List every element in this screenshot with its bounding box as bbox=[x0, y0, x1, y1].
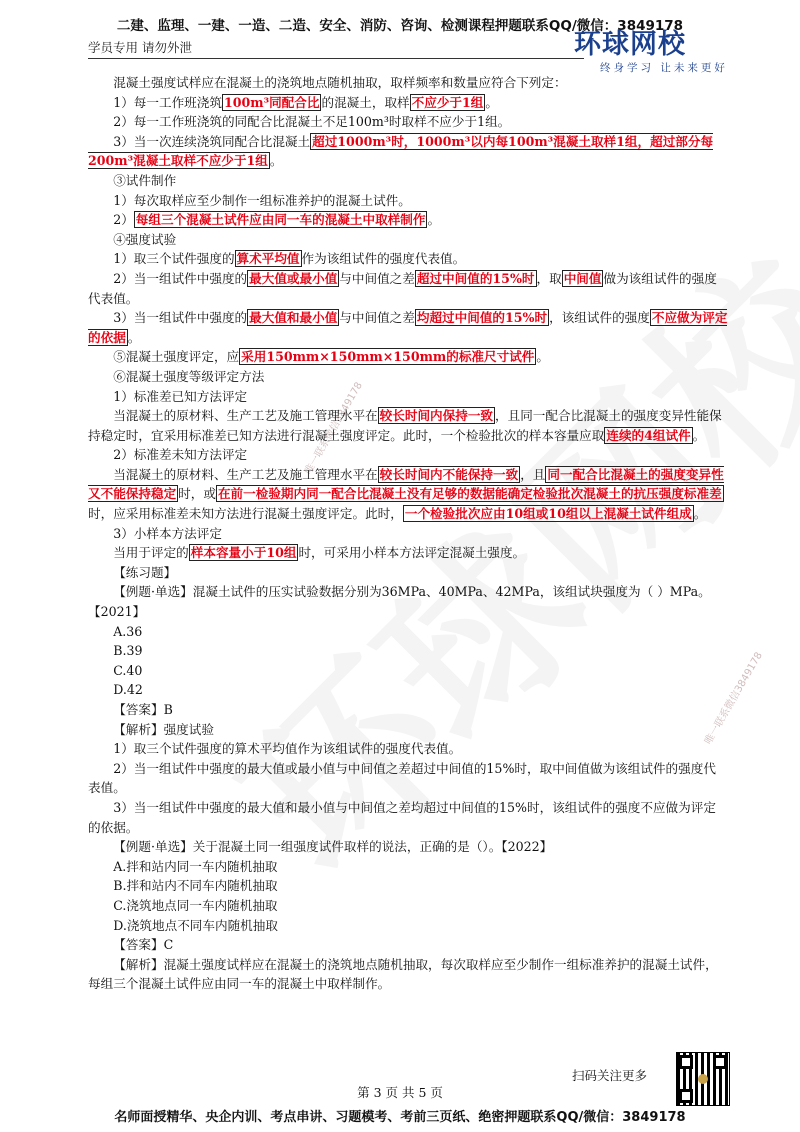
highlight: 在前一检验期内同一配合比混凝土没有足够的数据能确定检验批次混凝土的抗压强度标准差 bbox=[217, 486, 722, 502]
explanation: 【解析】混凝土强度试样应在混凝土的浇筑地点随机抽取，每次取样应至少制作一组标准养护的混凝土试件，每组三个混凝土试件应由同一车的混凝土中取样制作。 bbox=[88, 956, 718, 992]
paragraph: 2）当一组试件中强度的 最大值或最小值 与中间值之差 超过中间值的15%时 ，取 中间值 做为该组试件的强度代表值。 bbox=[88, 270, 717, 306]
highlight: 算术平均值 bbox=[236, 251, 300, 267]
paragraph: 当混凝土的原材料、生产工艺及施工管理水平在 较长时间内不能保持一致 ，且 同一配合比混凝土的强度变异性又不能保持稳定 时，或 在前一检验期内同一配合比混凝土没有足够的数据能确定检验批次混凝土的抗压强度标准差时，应采用标准差未知方法进行混凝土强度评定。此时， 一个检验批次应由10组或10组以上混凝土试件组成 。 bbox=[88, 466, 724, 522]
highlight: 中间值 bbox=[563, 270, 602, 286]
highlight: 超过中间值的15%时 bbox=[416, 270, 535, 286]
section-heading: ⑥混凝土强度等级评定方法 bbox=[113, 368, 265, 384]
section-heading: ③试件制作 bbox=[113, 172, 177, 188]
highlight: 每组三个混凝土试件应由同一车的混凝土中取样制作 bbox=[135, 212, 426, 228]
subheading: 1）标准差已知方法评定 bbox=[113, 388, 248, 404]
logo-slogan: 终身学习 让未来更好 bbox=[600, 62, 728, 74]
highlight: 不应做为评定的依据 bbox=[88, 310, 728, 345]
paragraph: 混凝土强度试样应在混凝土的浇筑地点随机抽取，取样频率和数量应符合下列定： bbox=[113, 75, 567, 90]
section-heading: ④强度试验 bbox=[113, 231, 177, 247]
header-note: 学员专用 请勿外泄 bbox=[88, 40, 192, 55]
highlight: 连续的4组试件 bbox=[606, 427, 691, 443]
highlight: 同一配合比混凝土的强度变异性又不能保持稳定 bbox=[88, 466, 724, 502]
option: A.拌和站内同一车内随机抽取 bbox=[113, 858, 278, 874]
highlight: 较长时间内保持一致 bbox=[379, 408, 493, 424]
paragraph: 3）当一组试件中强度的 最大值和最小值 与中间值之差 均超过中间值的15%时 ，该组试件的强度 不应做为评定的依据 。 bbox=[88, 310, 728, 345]
explanation: 1）取三个试件强度的算术平均值作为该组试件的强度代表值。 bbox=[113, 741, 462, 757]
watermark-small: 唯一联系微信3849178 bbox=[303, 380, 365, 477]
explanation: 3）当一组试件中强度的最大值和最小值与中间值之差均超过中间值的15%时，该组试件的强度不应做为评定的依据。 bbox=[88, 799, 716, 835]
paragraph: 2） 每组三个混凝土试件应由同一车的混凝土中取样制作 。 bbox=[113, 212, 441, 228]
explanation-title: 【解析】强度试验 bbox=[113, 721, 214, 737]
paragraph: 当用于评定的 样本容量小于10组 时，可采用小样本方法评定混凝土强度。 bbox=[113, 545, 526, 561]
paragraph: 1）取三个试件强度的 算术平均值 作为该组试件的强度代表值。 bbox=[113, 251, 466, 267]
highlight: 100m³同配合比 bbox=[223, 94, 320, 110]
highlight: 最大值或最小值 bbox=[249, 270, 338, 286]
highlight: 较长时间内不能保持一致 bbox=[379, 466, 519, 482]
logo bbox=[574, 30, 734, 76]
explanation: 2）当一组试件中强度的最大值或最小值与中间值之差超过中间值的15%时，取中间值做为该组试件的强度代表值。 bbox=[88, 760, 716, 796]
exercise-title: 【练习题】 bbox=[113, 564, 177, 580]
option: D.浇筑地点不同车内随机抽取 bbox=[113, 917, 278, 933]
paragraph: 2）每一工作班浇筑的同配合比混凝土不足100m³时取样不应少于1组。 bbox=[113, 114, 511, 130]
qr-label: 扫码关注更多 bbox=[572, 1068, 648, 1083]
page-number: 第 3 页 共 5 页 bbox=[357, 1085, 443, 1100]
top-banner: 二建、监理、一建、一造、二造、安全、消防、咨询、检测课程押题联系QQ/微信：3849178 bbox=[116, 18, 684, 34]
paragraph: 当混凝土的原材料、生产工艺及施工管理水平在 较长时间内保持一致 ，且同一配合比混凝土的强度变异性能保持稳定时，宜采用标准差已知方法进行混凝土强度评定。此时，一个检验批次的样本容量应取 连续的4组试件 。 bbox=[88, 408, 722, 443]
option: B.39 bbox=[113, 643, 143, 659]
option: C.浇筑地点同一车内随机抽取 bbox=[113, 897, 278, 913]
paragraph: ⑤混凝土强度评定，应 采用150mm×150mm×150mm的标准尺寸试件 。 bbox=[113, 349, 549, 365]
answer: 【答案】C bbox=[113, 937, 174, 953]
option: D.42 bbox=[113, 682, 143, 698]
highlight: 采用150mm×150mm×150mm的标准尺寸试件 bbox=[241, 349, 535, 365]
logo-title: 环球网校 bbox=[574, 29, 686, 60]
subheading: 3）小样本方法评定 bbox=[113, 525, 222, 541]
highlight: 不应少于1组 bbox=[411, 94, 484, 110]
highlight: 均超过中间值的15%时 bbox=[416, 310, 548, 326]
watermark-small: 唯一联系微信3849178 bbox=[703, 650, 765, 747]
bottom-banner: 名师面授精华、央企内训、考点串讲、习题模考、考前三页纸、绝密押题联系QQ/微信：3849178 bbox=[114, 1110, 686, 1125]
paragraph: 3）当一次连续浇筑同配合比混凝土 超过1000m³时，1000m³以内每100m³混凝土取样1组，超过部分每200m³混凝土取样不应少于1组 。 bbox=[88, 133, 714, 169]
paragraph: 1）每次取样应至少制作一组标准养护的混凝土试件。 bbox=[113, 192, 411, 208]
highlight: 样本容量小于10组 bbox=[190, 545, 297, 561]
document-body bbox=[88, 73, 728, 994]
question: 【例题·单选】混凝土试件的压实试验数据分别为36MPa、40MPa、42MPa，该组试块强度为（ ）MPa。【2021】 bbox=[88, 584, 711, 620]
question: 【例题·单选】关于混凝土同一组强度试件取样的说法，正确的是（）。【2022】 bbox=[113, 839, 553, 855]
option: C.40 bbox=[113, 662, 143, 678]
highlight: 超过1000m³时，1000m³以内每100m³混凝土取样1组，超过部分每200m³混凝土取样不应少于1组 bbox=[88, 133, 714, 169]
answer: 【答案】B bbox=[113, 702, 173, 717]
paragraph: 1）每一工作班浇筑 100m³同配合比 的混凝土，取样 不应少于1组 。 bbox=[113, 94, 498, 110]
option: A.36 bbox=[113, 623, 143, 639]
header-divider bbox=[88, 58, 584, 59]
subheading: 2）标准差未知方法评定 bbox=[113, 447, 248, 463]
option: B.拌和站内不同车内随机抽取 bbox=[113, 878, 278, 894]
highlight: 最大值和最小值 bbox=[249, 310, 338, 326]
highlight: 一个检验批次应由10组或10组以上混凝土试件组成 bbox=[404, 506, 692, 522]
